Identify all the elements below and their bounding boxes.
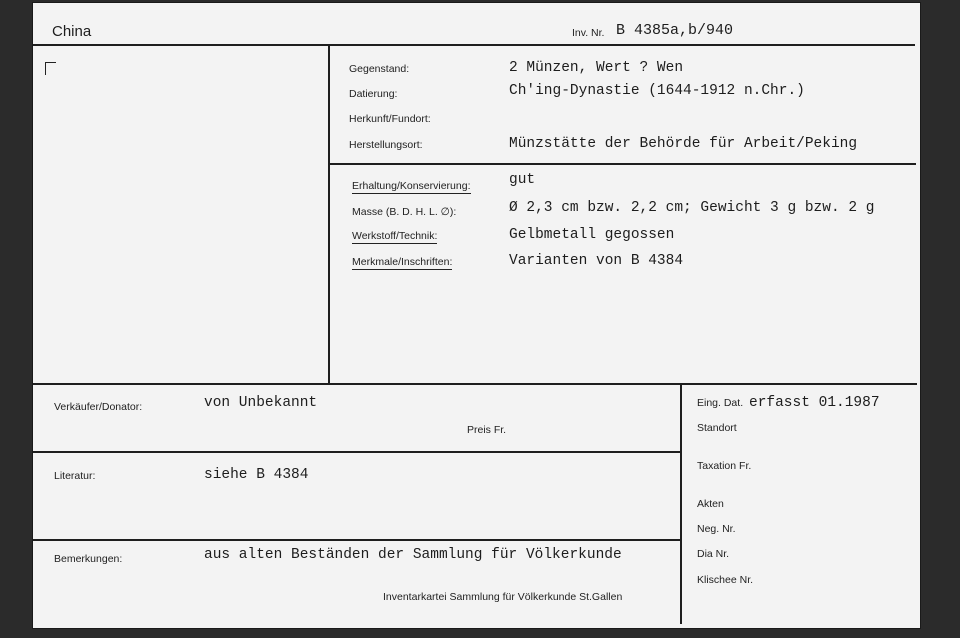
verkaeufer-label: Verkäufer/Donator: — [54, 401, 143, 413]
inv-label: Inv. Nr. — [572, 27, 605, 39]
erhaltung-value: gut — [509, 172, 536, 188]
header-divider — [33, 44, 915, 46]
standort-label: Standort — [697, 422, 737, 434]
inv-value: B 4385a,b/940 — [616, 22, 734, 39]
card-footer: Inventarkartei Sammlung für Völkerkunde St.Gallen — [383, 591, 623, 603]
herstellungsort-label: Herstellungsort: — [349, 139, 423, 151]
country: China — [52, 23, 92, 40]
masse-value: Ø 2,3 cm bzw. 2,2 cm; Gewicht 3 g bzw. 2 g — [509, 200, 875, 216]
herstellungsort-value: Münzstätte der Behörde für Arbeit/Peking — [509, 136, 858, 152]
gegenstand-value: 2 Münzen, Wert ? Wen — [509, 60, 684, 76]
preis-label: Preis Fr. — [467, 424, 507, 436]
verkaeufer-divider — [33, 451, 681, 453]
klischee-nr-label: Klischee Nr. — [697, 574, 754, 586]
verkaeufer-value: von Unbekannt — [204, 395, 318, 411]
literatur-value: siehe B 4384 — [204, 467, 309, 483]
datierung-label: Datierung: — [349, 88, 398, 100]
left-panel-divider — [328, 45, 330, 385]
dia-nr-label: Dia Nr. — [697, 548, 730, 560]
werkstoff-value: Gelbmetall gegossen — [509, 227, 675, 243]
herkunft-label: Herkunft/Fundort: — [349, 113, 431, 125]
erhaltung-label: Erhaltung/Konservierung: — [352, 180, 471, 192]
bemerkungen-value: aus alten Beständen der Sammlung für Völkerkunde — [204, 547, 622, 563]
eing-dat-label: Eing. Dat. — [697, 397, 744, 409]
masse-label: Masse (B. D. H. L. ∅): — [352, 206, 457, 218]
literatur-divider — [33, 539, 681, 541]
corner-mark — [45, 62, 56, 75]
taxation-label: Taxation Fr. — [697, 460, 752, 472]
gegenstand-label: Gegenstand: — [349, 63, 410, 75]
neg-nr-label: Neg. Nr. — [697, 523, 736, 535]
werkstoff-label: Werkstoff/Technik: — [352, 230, 438, 242]
middle-divider — [33, 383, 917, 385]
literatur-label: Literatur: — [54, 470, 96, 482]
datierung-value: Ch'ing-Dynastie (1644-1912 n.Chr.) — [509, 83, 805, 99]
bottom-vertical-divider — [680, 384, 682, 624]
akten-label: Akten — [697, 498, 724, 510]
object-section-divider — [329, 163, 916, 165]
bemerkungen-label: Bemerkungen: — [54, 553, 123, 565]
merkmale-value: Varianten von B 4384 — [509, 253, 684, 269]
eing-dat-value: erfasst 01.1987 — [749, 395, 880, 411]
merkmale-label: Merkmale/Inschriften: — [352, 256, 453, 268]
